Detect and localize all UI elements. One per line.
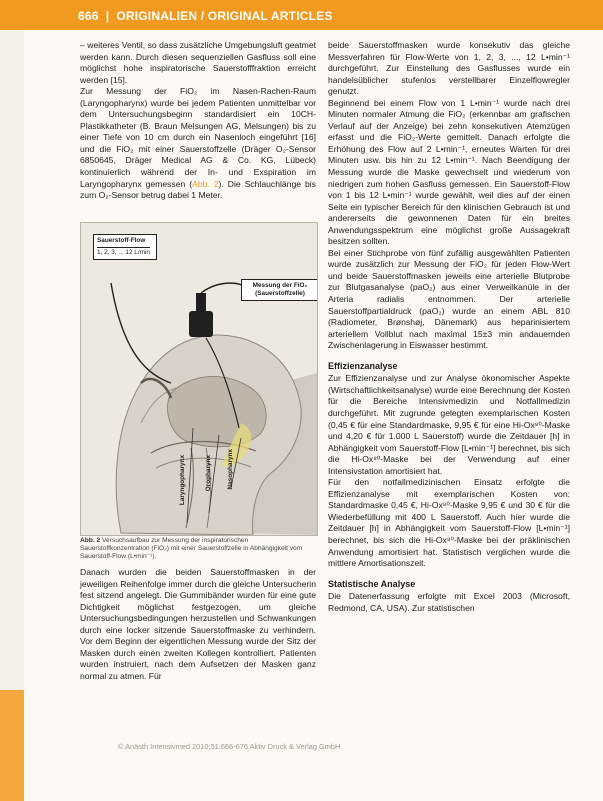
caption-text: Versuchsaufbau zur Messung der inspiratorischen Sauerstoffkonzentration (FiO₂) mit einer Sauerstoffzelle in Abhängigkeit vom Sauerstoff-Flow (L•min⁻¹). [80, 537, 303, 561]
paragraph: Für den notfallmedizinischen Einsatz erfolgte die Effizienzanalyse mit exemplarischen Kosten von: Standardmaske 0,45 €, Hi-Ox⁸⁰-Maske 9,95 € und 30 € für die Wiederbefüllung mit 400 L Sauerstoff. Auch hier wurde die Zeitdauer [h] in Abhängigkeit vom Sauerstoff-Flow [L•min⁻¹] berechnet, bis sich die Hi-Ox⁸⁰-Maske bei der präklinischen Anwendung amortisiert hat. Statistisch verglichen wurde die mittlere Amortisationszeit. [328, 477, 570, 569]
paragraph: beide Sauerstoffmasken wurde konsekutiv das gleiche Messverfahren für Flow-Werte von 1, 2, 3, ..., 12 L•min⁻¹ durchgeführt. Zur Einstellung des Gasflusses wurde ein handelsüblicher stufenlos verstellbarer Einzelflowregler genutzt. [328, 40, 570, 97]
label-oropharynx: Oropharynx [205, 455, 212, 492]
text-run: ). Die Schlauchlänge bis zum O₂-Sensor betrug dabei 1 Meter. [80, 178, 316, 201]
section-heading-efficiency: Effizienzanalyse [328, 360, 398, 371]
paragraph: Zur Effizienzanalyse und zur Analyse ökonomischer Aspekte (Wirtschaftlichkeitsanalyse) wurde eine Berechnung der Kosten für die Bereiche Intensivmedizin und Notfallmedizin durchgeführt. Mit zugrunde gelegten exemplarischen Kosten (0,45 € für eine Standardmaske, 9,95 € für eine Hi-Ox⁸⁰-Maske und 4,20 € für 1.000 L Sauerstoff) wurde die Zeitdauer [h] in Abhängigkeit vom Sauerstoff-Flow [L•min⁻¹] berechnet, bis sich die Hi-Ox⁸⁰-Maske bei der Verwendung auf einer Intensivstation amortisiert hat. [328, 373, 570, 476]
figure-caption [80, 537, 316, 562]
figure-setup-illustration [80, 222, 318, 536]
paragraph [80, 86, 316, 201]
figure-ref-link[interactable]: Abb. 2 [192, 178, 219, 189]
label-laryngopharynx: Laryngopharynx [179, 455, 186, 506]
paragraph: Beginnend bei einem Flow von 1 L•min⁻¹ wurde nach drei Minuten normaler Atmung die FiO₂ (erkennbar am grafischen Verlauf auf der Anzeige) bei zehn konsekutiven Atemzügen erfasst und die FiO₂-Werte gemittelt. Danach erfolgte die Erhöhung des Flow auf 2 L•min⁻¹, erneutes Warten für drei Minuten usw. bis hin zu 12 L•min⁻¹. Nach Beendigung der Messung wurde die Maske gewechselt und wiederum von niedrigen zum hohen Gasfluss gemessen. Ein Sauerstoff-Flow von 1 bis 12 L•min⁻¹ wurde gewählt, weil dies auf der einen Seite ein typischer Bereich für den klinischen Gebrauch ist und andererseits die gewonnenen Daten für ein breites Anwendungsspektrum eine möglichst große Aussagekraft besitzen sollten. [328, 97, 570, 247]
text-run: Zur Messung der FiO₂ im Nasen-Rachen-Raum (Laryngopharynx) wurde bei jedem Patienten unmittelbar vor dem Untersuchungsbeginn standardisiert ein 10CH-Plastikkatheter (B. Braun Melsungen AG, Melsungen) bis zu einer Tiefe von 10 cm durch ein Nasenloch eingeführt [16] und die FiO₂ mit einer Sauerstoffzelle (Dräger O₂-Sensor 6850645, Dräger Medical AG & Co. KG, Lübeck) kontinuierlich während der In- und Exspiration im Laryngopharynx gemessen ( [80, 86, 316, 189]
paragraph: Die Datenerfassung erfolgte mit Excel 2003 (Microsoft, Redmond, CA, USA). Zur statistischen [328, 591, 570, 613]
callout-fio2-measurement: Messung der FiO₂ (Sauerstoffzelle) [241, 279, 318, 301]
page-number: 666 [78, 9, 99, 23]
callout-title: Sauerstoff-Flow [97, 237, 146, 244]
section-title: ORIGINALIEN / ORIGINAL ARTICLES [116, 9, 333, 23]
section-heading-statistics: Statistische Analyse [328, 578, 416, 589]
paragraph: Bei einer Stichprobe von fünf zufällig ausgewählten Patienten wurde zusätzlich zur Messung der FiO₂ für jeden Flow-Wert und beide Sauerstoffmasken jeweils eine arterielle Blutprobe zur Blutgasanalyse (paO₂) aus einer Verweilkanüle in der Arteria radialis entnommen. Der arterielle Sauerstoffpartialdruck (paO₂) wurde an einem ABL 810 (Radiometer, Brønshøj, Dänemark) aus heparinisiertem arteriellem Vollblut nach maximal 15±3 min andauernden Zwischenlagerung in Eiswasser bestimmt. [328, 247, 570, 351]
margin-accent [0, 690, 24, 801]
paragraph: – weiteres Ventil, so dass zusätzliche Umgebungsluft geatmet werden kann. Durch diesen sequenziellen Gasfluss soll eine möglichst hohe inspiratorische Sauerstofffraktion erreicht werden [15]. [80, 40, 316, 85]
caption-label: Abb. 2 [80, 537, 101, 544]
anatomy-illustration [81, 223, 317, 535]
left-column-top [80, 40, 316, 202]
callout-values: 1, 2, 3, ... 12 L/min [97, 249, 150, 256]
left-column-bottom [80, 567, 316, 682]
running-header: 666 | ORIGINALIEN / ORIGINAL ARTICLES [78, 9, 333, 23]
margin-stripe [0, 30, 24, 801]
callout-oxygen-flow [93, 234, 157, 260]
label-nasopharynx: Nasopharynx [227, 449, 234, 490]
right-column [328, 40, 570, 614]
paragraph: Danach wurden die beiden Sauerstoffmasken in der jeweiligen Reihenfolge immer durch die gleiche Untersucherin fest sitzend angelegt. Die Gummibänder wurden für eine gute Dichtigkeit möglichst festgezogen, um gleiche Untersuchungsbedingungen herzustellen und Schwankungen durch eine locker sitzende Sauerstoffmaske zu verhindern. Vor dem Beginn der eigentlichen Messung wurde der Sitz der Masken durch einen zweiten Kollegen kontrolliert. Patienten wurden instruiert, nach dem Aufsetzen der Masken ganz normal zu atmen. Für [80, 567, 316, 681]
page-footer: © Anästh Intensivmed 2010;51:666-676 Aktiv Druck & Verlag GmbH [118, 742, 341, 751]
